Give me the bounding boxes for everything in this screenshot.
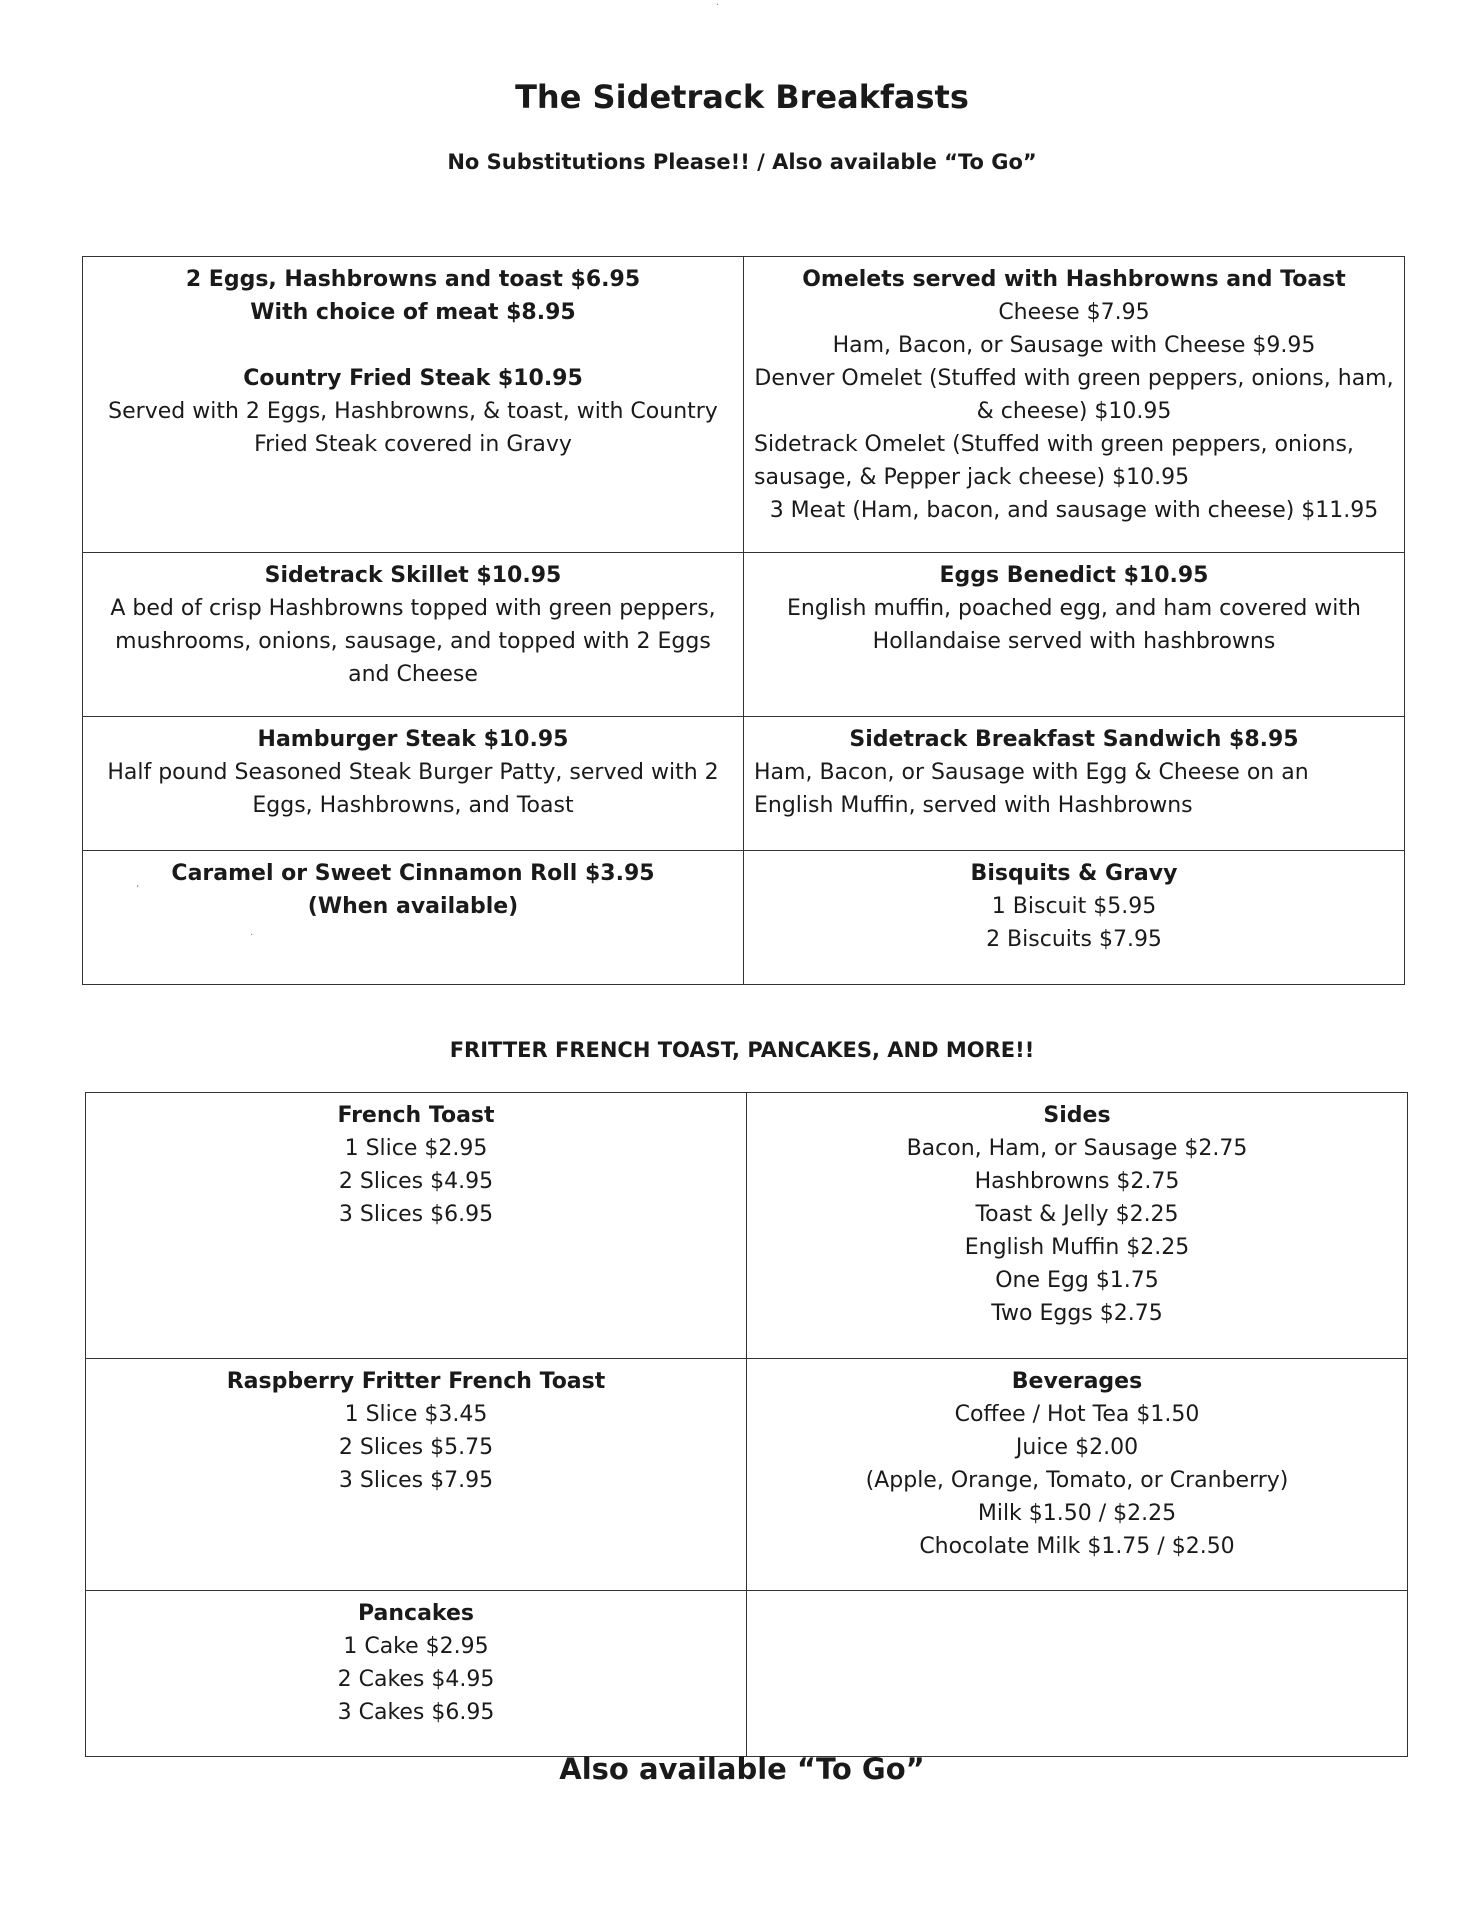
skillet-header: Sidetrack Skillet $10.95	[264, 563, 562, 588]
list-item: Toast & Jelly $2.25	[975, 1202, 1179, 1227]
list-item: (Apple, Orange, Tomato, or Cranberry)	[865, 1468, 1289, 1493]
hamburger-description: Half pound Seasoned Steak Burger Patty, served with 2 Eggs, Hashbrowns, and Toast	[107, 760, 719, 818]
list-item: Hashbrowns $2.75	[974, 1169, 1180, 1194]
skillet-description: A bed of crisp Hashbrowns topped with green peppers, mushrooms, onions, sausage, and topped with 2 Eggs and Cheese	[110, 596, 716, 687]
omelet-ham-bacon: Ham, Bacon, or Sausage with Cheese $9.95	[832, 333, 1316, 358]
list-item: Milk $1.50 / $2.25	[977, 1501, 1177, 1526]
empty-cell	[747, 1591, 1408, 1757]
hamburger-cell	[83, 717, 744, 851]
pancakes-cell	[86, 1591, 747, 1757]
biscuits-one: 1 Biscuit $5.95	[991, 894, 1157, 919]
sandwich-cell	[744, 717, 1405, 851]
biscuits-cell	[744, 851, 1405, 985]
cinnamon-roll-cell	[83, 851, 744, 985]
list-item: Two Eggs $2.75	[991, 1301, 1163, 1326]
sandwich-description: Ham, Bacon, or Sausage with Egg & Cheese on an English Muffin, served with Hashbrowns	[754, 760, 1309, 818]
list-item: One Egg $1.75	[995, 1268, 1159, 1293]
raspberry-cell	[86, 1359, 747, 1591]
section-heading: FRITTER FRENCH TOAST, PANCAKES, AND MORE!!	[449, 1038, 1035, 1062]
benedict-header: Eggs Benedict $10.95	[939, 563, 1209, 588]
benedict-description: English muffin, poached egg, and ham covered with Hollandaise served with hashbrowns	[787, 596, 1361, 654]
biscuits-two: 2 Biscuits $7.95	[986, 927, 1162, 952]
cinnamon-roll-note: (When available)	[307, 894, 519, 919]
page-title: The Sidetrack Breakfasts	[515, 78, 969, 116]
sides-cell	[747, 1093, 1408, 1359]
list-item: 2 Slices $4.95	[338, 1169, 494, 1194]
list-item: 3 Cakes $6.95	[337, 1700, 495, 1725]
list-item: Chocolate Milk $1.75 / $2.50	[919, 1534, 1235, 1559]
eggs-meat-option: With choice of meat $8.95	[250, 300, 576, 325]
sandwich-header: Sidetrack Breakfast Sandwich $8.95	[849, 727, 1299, 752]
list-item: Bacon, Ham, or Sausage $2.75	[906, 1136, 1248, 1161]
list-item: 1 Slice $3.45	[344, 1402, 488, 1427]
beverages-cell	[747, 1359, 1408, 1591]
omelets-header: Omelets served with Hashbrowns and Toast	[802, 267, 1346, 292]
benedict-cell	[744, 553, 1405, 717]
footer-note: Also available “To Go”	[559, 1752, 925, 1786]
french-toast-cell	[86, 1093, 747, 1359]
omelet-sidetrack: Sidetrack Omelet (Stuffed with green peppers, onions, sausage, & Pepper jack cheese) $10.95	[754, 432, 1354, 490]
eggs-item-header: 2 Eggs, Hashbrowns and toast $6.95	[185, 267, 641, 292]
raspberry-header: Raspberry Fritter French Toast	[226, 1369, 606, 1394]
beverages-header: Beverages	[1011, 1369, 1143, 1394]
scan-speck: ·	[250, 930, 254, 941]
list-item: Juice $2.00	[1015, 1435, 1139, 1460]
list-item: 1 Cake $2.95	[343, 1634, 489, 1659]
more-table	[85, 1092, 1408, 1757]
sides-header: Sides	[1043, 1103, 1111, 1128]
omelet-denver: Denver Omelet (Stuffed with green peppers, onions, ham, & cheese) $10.95	[754, 366, 1394, 424]
country-fried-steak-header: Country Fried Steak $10.95	[243, 366, 583, 391]
list-item: 3 Slices $6.95	[338, 1202, 494, 1227]
scan-speck: ’	[136, 884, 140, 895]
hamburger-header: Hamburger Steak $10.95	[257, 727, 569, 752]
list-item: 1 Slice $2.95	[344, 1136, 488, 1161]
country-fried-steak-description: Served with 2 Eggs, Hashbrowns, & toast, with Country Fried Steak covered in Gravy	[108, 399, 718, 457]
french-toast-header: French Toast	[337, 1103, 495, 1128]
spacer	[93, 329, 733, 362]
omelet-three-meat: 3 Meat (Ham, bacon, and sausage with cheese) $11.95	[769, 498, 1379, 523]
cinnamon-roll-header: Caramel or Sweet Cinnamon Roll $3.95	[171, 861, 655, 886]
page-subtitle: No Substitutions Please!! / Also available “To Go”	[447, 150, 1037, 174]
skillet-cell	[83, 553, 744, 717]
list-item: 3 Slices $7.95	[338, 1468, 494, 1493]
biscuits-header: Bisquits & Gravy	[970, 861, 1178, 886]
scan-speck: ·	[716, 0, 720, 11]
omelet-cheese: Cheese $7.95	[998, 300, 1150, 325]
list-item: Coffee / Hot Tea $1.50	[954, 1402, 1200, 1427]
list-item: 2 Slices $5.75	[338, 1435, 494, 1460]
list-item: English Muffin $2.25	[964, 1235, 1190, 1260]
omelets-cell	[744, 257, 1405, 553]
breakfast-table	[82, 256, 1405, 985]
pancakes-header: Pancakes	[358, 1601, 474, 1626]
eggs-cell	[83, 257, 744, 553]
list-item: 2 Cakes $4.95	[337, 1667, 495, 1692]
